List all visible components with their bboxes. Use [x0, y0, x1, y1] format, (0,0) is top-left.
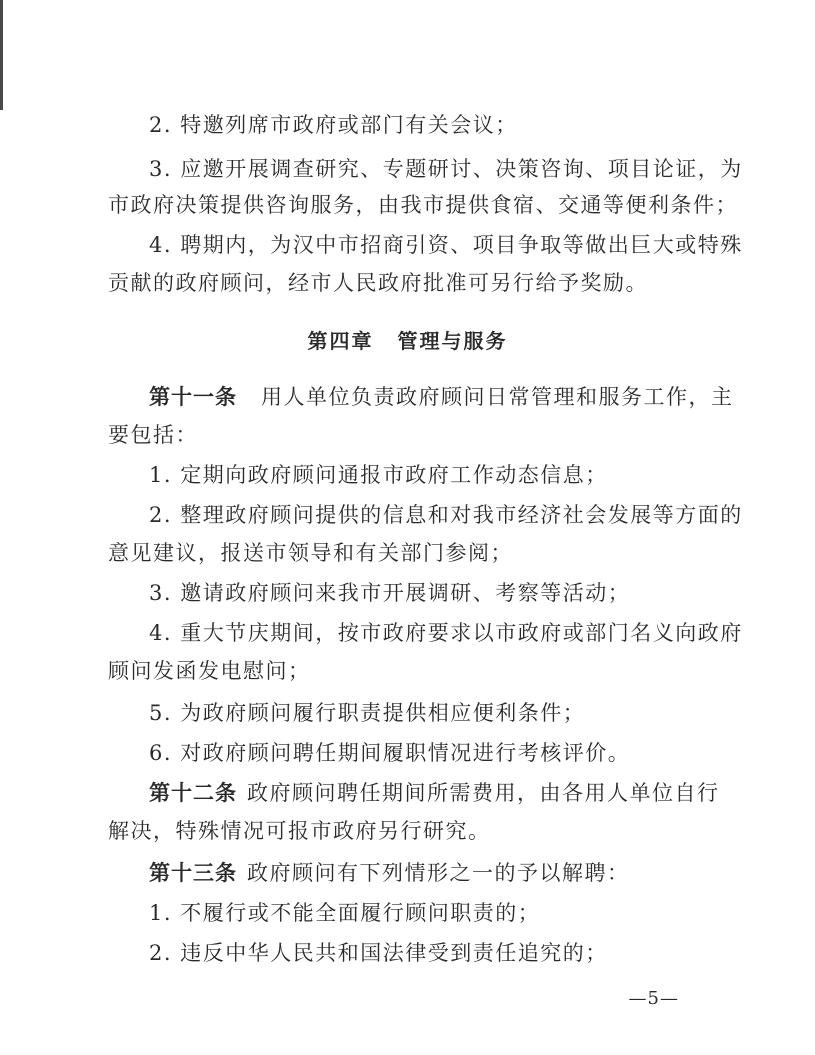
article-text: 政府顾问聘任期间所需费用，由各用人单位自行 [247, 781, 720, 805]
chapter-number: 第四章 [307, 329, 374, 353]
paragraph-line: 顾问发函发电慰问； [108, 659, 311, 683]
paragraph-line: 2. 特邀列席市政府或部门有关会议； [149, 113, 518, 137]
article-number: 第十一条 [149, 385, 237, 409]
article-13-line [0, 858, 815, 888]
article-text: 政府顾问有下列情形之一的予以解聘： [247, 861, 630, 885]
scan-edge-mark [0, 0, 3, 110]
paragraph-line: 2. 整理政府顾问提供的信息和对我市经济社会发展等方面的 [149, 503, 743, 527]
paragraph-line: 市政府决策提供咨询服务，由我市提供食宿、交通等便利条件； [108, 193, 738, 217]
paragraph-line: 4. 重大节庆期间，按市政府要求以市政府或部门名义向政府 [149, 621, 743, 645]
paragraph-line: 1. 不履行或不能全面履行顾问职责的； [149, 901, 541, 925]
chapter-title: 管理与服务 [397, 329, 508, 353]
paragraph-line: 6. 对政府顾问聘任期间履职情况进行考核评价。 [149, 741, 631, 765]
paragraph-line: 意见建议，报送市领导和有关部门参阅； [108, 541, 513, 565]
article-number: 第十三条 [149, 861, 237, 885]
article-11-line [0, 382, 815, 412]
paragraph-line: 贡献的政府顾问，经市人民政府批准可另行给予奖励。 [108, 271, 648, 295]
chapter-heading [0, 326, 815, 356]
paragraph-line: 3. 应邀开展调查研究、专题研讨、决策咨询、项目论证，为 [149, 157, 743, 181]
paragraph-line: 4. 聘期内，为汉中市招商引资、项目争取等做出巨大或特殊 [149, 233, 743, 257]
paragraph-line: 要包括： [108, 423, 198, 447]
article-number: 第十二条 [149, 781, 237, 805]
paragraph-line: 3. 邀请政府顾问来我市开展调研、考察等活动； [149, 581, 631, 605]
page-number: —5— [628, 988, 679, 1009]
paragraph-line: 2. 违反中华人民共和国法律受到责任追究的； [149, 941, 608, 965]
paragraph-line: 1. 定期向政府顾问通报市政府工作动态信息； [149, 463, 608, 487]
article-12-line [0, 778, 815, 808]
paragraph-line: 解决，特殊情况可报市政府另行研究。 [108, 819, 491, 843]
article-text: 用人单位负责政府顾问日常管理和服务工作，主 [261, 385, 734, 409]
paragraph-line: 5. 为政府顾问履行职责提供相应便利条件； [149, 701, 586, 725]
